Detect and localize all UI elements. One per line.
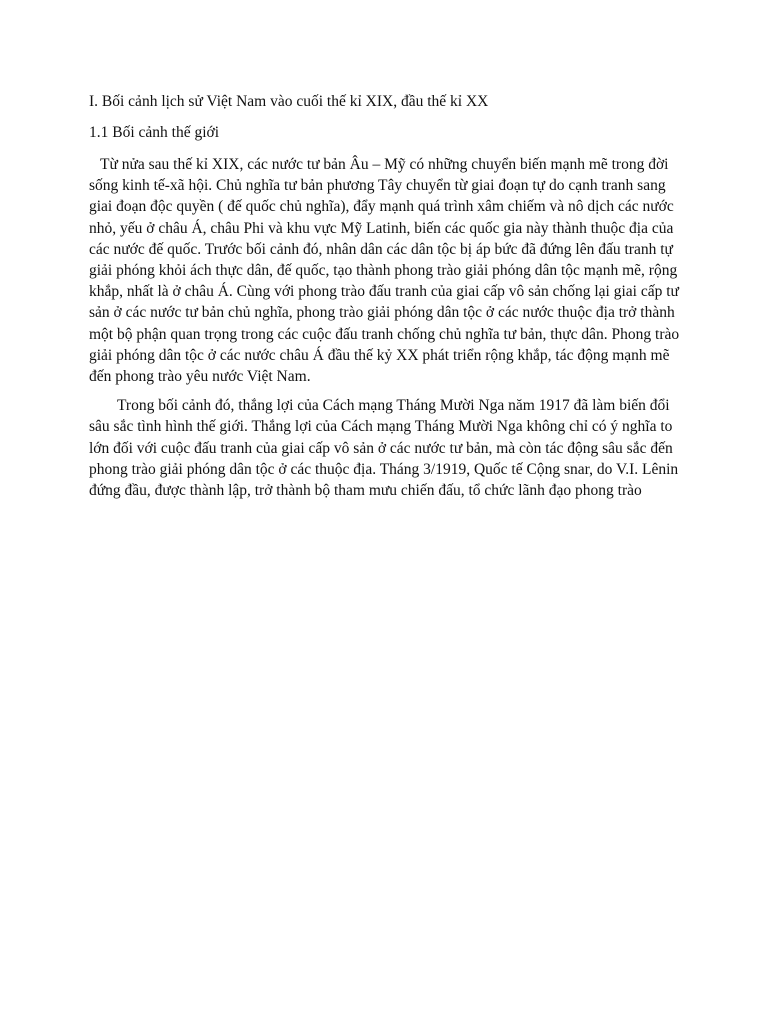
- paragraph-1: Từ nửa sau thế kỉ XIX, các nước tư bản Âu – Mỹ có những chuyển biến mạnh mẽ trong đời sống kinh tế-xã hội. Chủ nghĩa tư bản phương Tây chuyển từ giai đoạn tự do cạnh tranh sang giai đoạn độc quyền ( đế quốc chủ nghĩa), đẩy mạnh quá trình xâm chiếm và nô dịch các nước nhỏ, yếu ở châu Á, châu Phi và khu vực Mỹ Latinh, biến các quốc gia này thành thuộc địa của các nước đế quốc. Trước bối cảnh đó, nhân dân các dân tộc bị áp bức đã đứng lên đấu tranh tự giải phóng khỏi ách thực dân, đế quốc, tạo thành phong trào giải phóng dân tộc mạnh mẽ, rộng khắp, nhất là ở châu Á. Cùng với phong trào đấu tranh của giai cấp vô sản chống lại giai cấp tư sản ở các nước tư bản chủ nghĩa, phong trào giải phóng dân tộc ở các nước thuộc địa trở thành một bộ phận quan trọng trong các cuộc đấu tranh chống chủ nghĩa tư bản, thực dân. Phong trào giải phóng dân tộc ở các nước châu Á đầu thế kỷ XX phát triển rộng khắp, tác động mạnh mẽ đến phong trào yêu nước Việt Nam.: [89, 156, 680, 386]
- document-body: [89, 91, 681, 501]
- paragraph-2: Trong bối cảnh đó, thắng lợi của Cách mạng Tháng Mười Nga năm 1917 đã làm biến đổi sâu sắc tình hình thế giới. Thắng lợi của Cách mạng Tháng Mười Nga không chỉ có ý nghĩa to lớn đối với cuộc đấu tranh của giai cấp vô sản ở các nước tư bản, mà còn tác động sâu sắc đến phong trào giải phóng dân tộc ở các thuộc địa. Tháng 3/1919, Quốc tế Cộng snar, do V.I. Lênin đứng đầu, được thành lập, trở thành bộ tham mưu chiến đấu, tổ chức lãnh đạo phong trào: [89, 397, 679, 500]
- subsection-heading: 1.1 Bối cảnh thế giới: [89, 124, 220, 141]
- section-heading: I. Bối cảnh lịch sử Việt Nam vào cuối thế kỉ XIX, đầu thế kỉ XX: [89, 93, 489, 110]
